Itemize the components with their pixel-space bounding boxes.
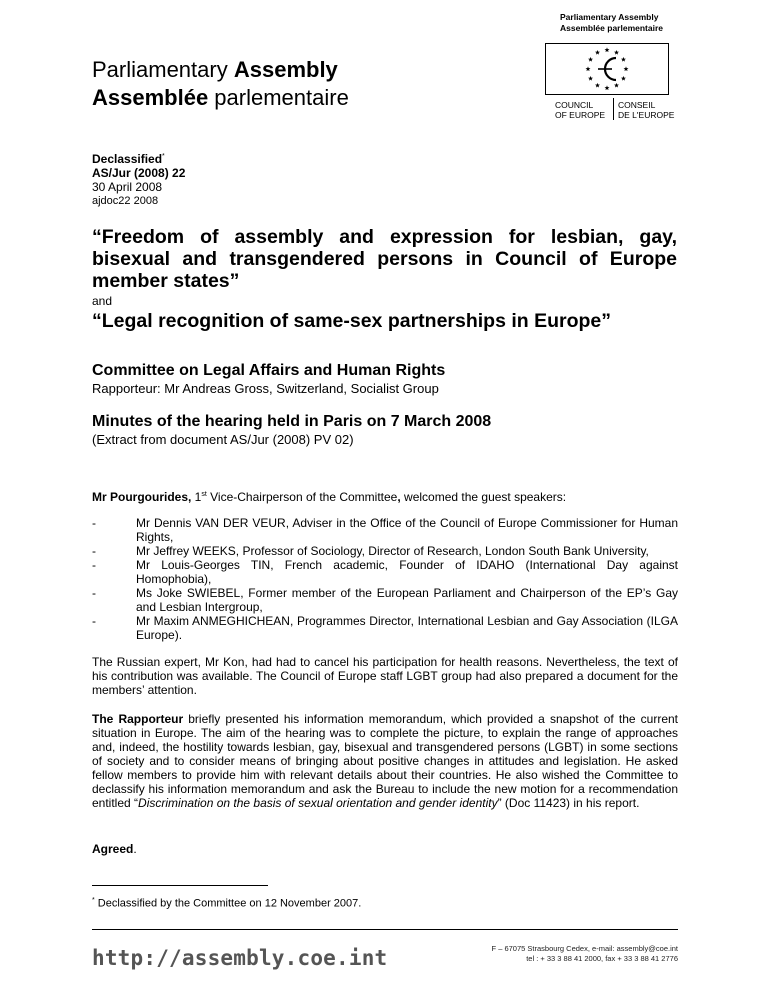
document-reference: AS/Jur (2008) 22: [92, 166, 186, 180]
rapporteur-line: Rapporteur: Mr Andreas Gross, Switzerland, Socialist Group: [92, 381, 439, 396]
speaker-5: Mr Maxim ANMEGHICHEAN, Programmes Director, International Lesbian and Gay Association (ILGA Europe).: [136, 614, 678, 642]
star-icon: [595, 83, 600, 88]
star-icon: [586, 66, 591, 71]
declassified-label: Declassified: [92, 152, 163, 166]
dash-bullet: -: [92, 544, 96, 558]
star-icon: [588, 57, 593, 62]
title-legal-recognition: “Legal recognition of same-sex partnerships in Europe”: [92, 310, 612, 332]
speakers-list: [92, 516, 678, 642]
rapporteur-tail: ” (Doc 11423) in his report.: [497, 796, 640, 810]
brand-line2-normal: parlementaire: [208, 85, 349, 110]
minutes-subtitle: (Extract from document AS/Jur (2008) PV 02): [92, 432, 354, 447]
star-icon: [624, 66, 629, 71]
and-connector: and: [92, 294, 113, 308]
assembly-website-link[interactable]: http://assembly.coe.int: [92, 946, 388, 970]
ordinal-number: 1: [191, 490, 202, 504]
speaker-2: Mr Jeffrey WEEKS, Professor of Sociology, Director of Research, London South Bank University,: [136, 544, 649, 558]
star-icon: [621, 57, 626, 62]
intro-comma: ,: [397, 490, 401, 504]
committee-name: Committee on Legal Affairs and Human Rights: [92, 362, 446, 379]
agreed-word: Agreed: [92, 842, 134, 856]
coe-name-fr: [618, 100, 678, 120]
title-freedom-of-assembly: “Freedom of assembly and expression for lesbian, gay, bisexual and transgendered persons in Council of Europe member states”: [92, 226, 677, 292]
speaker-1: Mr Dennis VAN DER VEUR, Adviser in the Office of the Council of Europe Commissioner for Human Rights,: [136, 516, 678, 544]
logo-caption-fr: Assemblée parlementaire: [560, 23, 663, 33]
intro-text-a: Vice-Chairperson of the Committee: [206, 490, 398, 504]
brand-line1-bold: Assembly: [233, 57, 338, 82]
council-of-europe-emblem: [545, 43, 669, 95]
coe-fr-line2: DE L'EUROPE: [618, 110, 675, 120]
star-icon: [605, 85, 610, 90]
logo-divider: [613, 98, 614, 120]
dash-bullet: -: [92, 614, 96, 628]
footnote-text: Declassified by the Committee on 12 November 2007.: [94, 897, 362, 910]
list-item: [92, 544, 678, 558]
dash-bullet: -: [92, 516, 96, 530]
star-icon: [605, 47, 610, 52]
star-icon: [614, 50, 619, 55]
assembly-logo-caption: [560, 12, 690, 34]
document-code: ajdoc22 2008: [92, 195, 159, 207]
coe-en-line1: COUNCIL: [555, 100, 594, 110]
rapporteur-paragraph: [92, 712, 678, 810]
stars-circle-icon: [546, 44, 668, 94]
document-meta: [92, 150, 185, 208]
russian-expert-paragraph: The Russian expert, Mr Kon, had had to cancel his participation for health reasons. Nevertheless, the text of his contribution was available. The Council of Europe staff LGBT group had also prepared a document for the members’ attention.: [92, 655, 678, 697]
contact-phone: tel : + 33 3 88 41 2000, fax + 33 3 88 41 2776: [526, 954, 678, 963]
minutes-title: Minutes of the hearing held in Paris on 7 March 2008: [92, 413, 492, 430]
dash-bullet: -: [92, 558, 96, 572]
coe-en-line2: OF EUROPE: [555, 110, 606, 120]
ordinal-suffix: st: [201, 491, 207, 498]
intro-text-b: welcomed the guest speakers:: [400, 490, 567, 504]
rapporteur-text: briefly presented his information memorandum, which provided a snapshot of the current situation in Europe. The aim of the hearing was to complete the picture, to explain the range of approaches and, indeed, the hostility towards lesbian, gay, bisexual and transgendered persons (LGBT) in some sections of society and to consider means of bringing about positive changes in attitudes and legislation. He asked fellow members to provide him with relevant details about their countries. He also wished the Committee to declassify his information memorandum and ask the Bureau to include the new motion for a recommendation entitled “: [92, 712, 679, 810]
list-item: [92, 586, 678, 614]
star-icon: [614, 83, 619, 88]
speaker-4: Ms Joke SWIEBEL, Former member of the European Parliament and Chairperson of the EP’s Gay and Lesbian Intergroup,: [136, 586, 678, 614]
contact-details: [400, 944, 678, 964]
footnote-mark: *: [162, 153, 165, 160]
intro-paragraph: [92, 488, 678, 504]
star-icon: [621, 76, 626, 81]
brand-line1-normal: Parliamentary: [92, 57, 234, 82]
coe-name-en: [555, 100, 611, 120]
contact-address: F – 67075 Strasbourg Cedex, e-mail: assembly@coe.int: [491, 944, 678, 953]
dash-bullet: -: [92, 586, 96, 600]
list-item: [92, 614, 678, 642]
rapporteur-lead: The Rapporteur: [92, 712, 184, 726]
chair-name: Mr Pourgourides,: [92, 490, 192, 504]
footnote: [92, 897, 361, 910]
agreed-line: [92, 842, 678, 856]
document-date: 30 April 2008: [92, 180, 163, 194]
star-icon: [588, 76, 593, 81]
brand-line2-bold: Assemblée: [92, 85, 209, 110]
logo-caption-en: Parliamentary Assembly: [560, 12, 659, 22]
footer-rule: [92, 929, 678, 930]
speaker-3: Mr Louis-Georges TIN, French academic, Founder of IDAHO (International Day against Homophobia),: [136, 558, 678, 586]
assembly-brand: [92, 56, 349, 112]
agreed-dot: .: [133, 842, 137, 856]
star-icon: [595, 50, 600, 55]
motion-title: Discrimination on the basis of sexual orientation and gender identity: [138, 796, 498, 810]
list-item: [92, 516, 678, 544]
list-item: [92, 558, 678, 586]
footnote-rule: [92, 885, 268, 886]
coe-fr-line1: CONSEIL: [618, 100, 656, 110]
footnote-mark-bottom: *: [92, 897, 95, 904]
